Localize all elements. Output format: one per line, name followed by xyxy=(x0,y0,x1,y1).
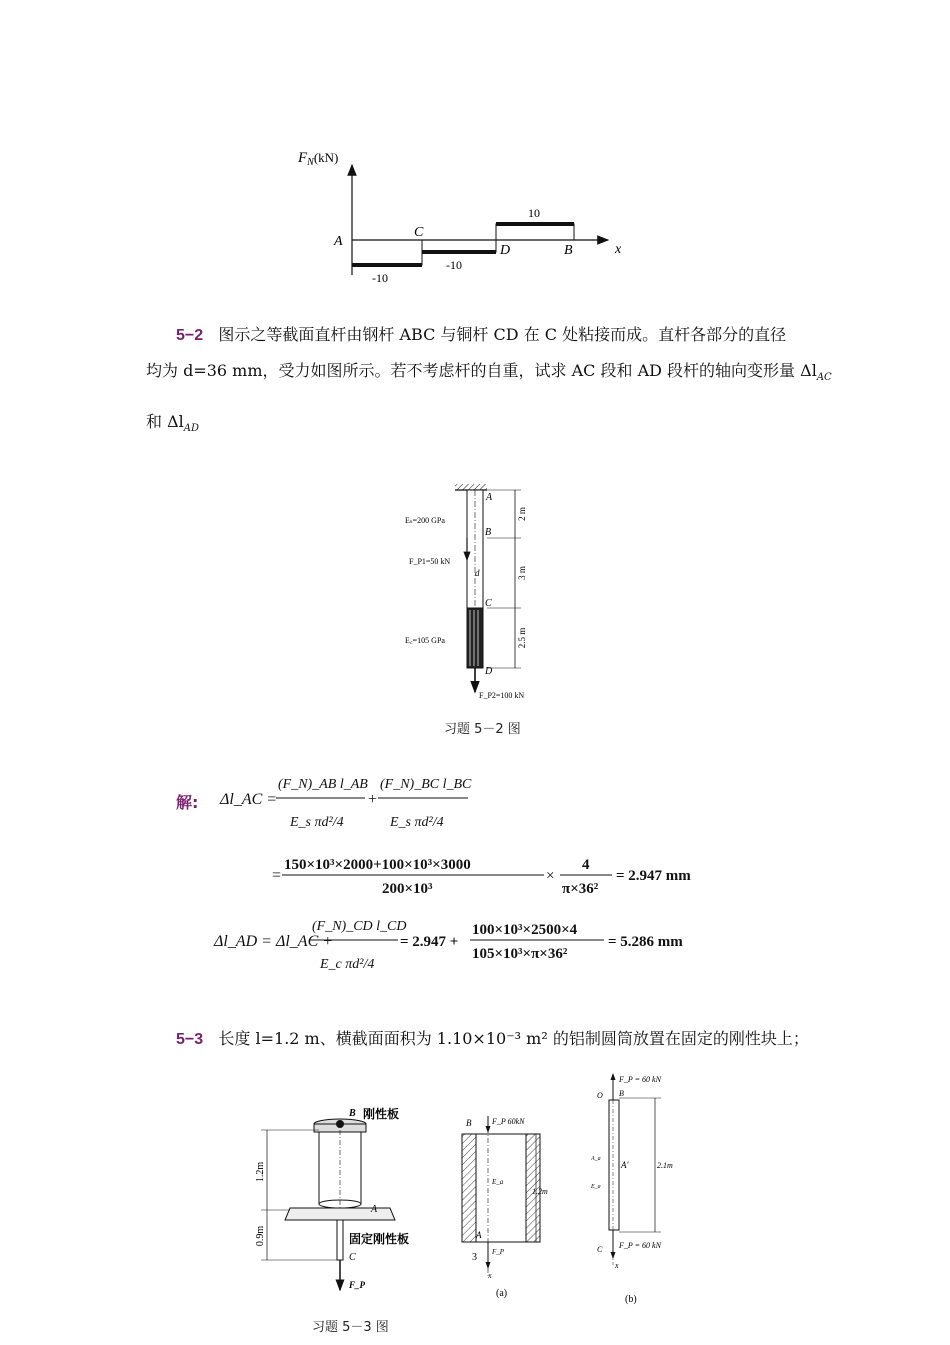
caption-b: (b) xyxy=(625,1294,637,1305)
label-a-prime: A' xyxy=(621,1160,629,1170)
eq1-plus: + xyxy=(368,791,378,808)
label-rigid-fixed: 固定刚性板 xyxy=(349,1232,410,1246)
label-b: B xyxy=(466,1118,472,1128)
label-es: Eₛ=200 GPa xyxy=(405,516,445,525)
eq1-lhs: Δl_AC = xyxy=(220,791,278,808)
solution-equations xyxy=(210,762,750,992)
label-x: x xyxy=(615,1261,619,1270)
label-fp-60: F_P 60kN xyxy=(492,1117,525,1126)
label-b: B xyxy=(485,527,492,538)
label-fp2: F_P2=100 kN xyxy=(479,691,525,700)
axial-force-diagram xyxy=(290,140,650,290)
point-d-label: D xyxy=(500,243,511,258)
eq1-den2: E_s πd²/4 xyxy=(390,815,444,830)
eq2-den: 200×10³ xyxy=(382,881,433,897)
label-fp-bot: F_P = 60 kN xyxy=(619,1241,661,1250)
label-fp-top: F_P = 60 kN xyxy=(619,1075,661,1084)
problem-5-3-line1 xyxy=(176,1028,809,1051)
problem-5-2-line1 xyxy=(176,324,786,347)
problem-5-2-sub-ac: AC xyxy=(816,372,832,384)
problem-5-2-number: 5−2 xyxy=(176,327,204,344)
label-o: O xyxy=(597,1091,603,1100)
eq1-term2-num: (F_N)_BC l_BC xyxy=(380,777,472,792)
problem-5-2-text3: 和 Δl xyxy=(146,412,184,431)
eq2-result: = 2.947 mm xyxy=(616,868,691,884)
eq3-result: = 5.286 mm xyxy=(608,934,683,950)
dim-2-5m: 2.5 m xyxy=(517,627,527,649)
problem-5-3-number: 5−3 xyxy=(176,1031,204,1048)
problem-5-2-text1: 图示之等截面直杆由钢杆 ABC 与铜杆 CD 在 C 处粘接而成。直杆各部分的直径 xyxy=(218,325,787,344)
eq1-term1-num: (F_N)_AB l_AB xyxy=(278,777,368,792)
solution-label: 解: xyxy=(176,793,199,812)
label-d: D xyxy=(485,666,493,677)
figure-5-3b xyxy=(585,1070,705,1310)
figure-5-3-caption: 习题 5－3 图 xyxy=(312,1320,389,1335)
label-c: C xyxy=(485,598,492,609)
value-label-db: 10 xyxy=(528,206,540,220)
label-b: B xyxy=(349,1108,356,1119)
figure-5-3a xyxy=(448,1108,568,1308)
dim-0-9m: 0.9m xyxy=(255,1225,266,1247)
label-fp1: F_P1=50 kN xyxy=(409,557,451,566)
eq2-factor-num: 4 xyxy=(582,857,590,873)
label-rigid-top: 刚性板 xyxy=(363,1107,400,1121)
value-label-ac: -10 xyxy=(372,271,388,285)
eq1-den1: E_s πd²/4 xyxy=(290,815,344,830)
label-a: A xyxy=(371,1204,378,1215)
label-ea: E_a xyxy=(492,1178,504,1186)
dim-2-1m: 2.1m xyxy=(657,1161,673,1170)
point-b-label: B xyxy=(564,243,573,258)
label-fp: F_P xyxy=(349,1280,366,1290)
point-c-label: C xyxy=(414,225,424,240)
label-a: A xyxy=(486,492,493,503)
eq2-eq: = xyxy=(272,867,282,884)
label-b: B xyxy=(619,1089,624,1098)
label-a: A xyxy=(476,1230,482,1240)
label-c: C xyxy=(349,1252,356,1263)
axis-y-label: $F_N(kN)$ xyxy=(298,150,339,168)
label-ea: E_a xyxy=(591,1184,601,1190)
figure-5-2 xyxy=(395,478,575,706)
problem-5-2-text2: 均为 d=36 mm，受力如图所示。若不考虑杆的自重，试求 AC 段和 AD 段杆的轴向变形量 Δl xyxy=(146,361,817,380)
label-c: C xyxy=(597,1245,603,1254)
figure-5-3-cylinder xyxy=(245,1100,435,1300)
eq3-lhs: Δl_AD = Δl_AC + xyxy=(214,933,334,950)
label-x: x xyxy=(488,1271,492,1280)
eq3-den: E_c πd²/4 xyxy=(320,957,375,972)
axis-x-label: x xyxy=(615,242,622,257)
dim-2m: 2 m xyxy=(517,507,527,521)
problem-5-2-line3 xyxy=(146,411,199,440)
dim-3m: 3 m xyxy=(517,566,527,580)
problem-5-2-line2 xyxy=(146,360,832,389)
eq3-num: (F_N)_CD l_CD xyxy=(312,919,407,934)
label-d-diameter: d xyxy=(475,568,480,578)
dim-1-2m: 1.2m xyxy=(532,1187,548,1196)
dim-1-2m: 1.2m xyxy=(255,1161,266,1183)
value-label-cd: -10 xyxy=(446,258,462,272)
eq2-num: 150×10³×2000+100×10³×3000 xyxy=(284,857,471,873)
problem-5-3-text: 长度 l=1.2 m、横截面面积为 1.10×10⁻³ m² 的铝制圆筒放置在固定的刚性块上； xyxy=(218,1029,809,1048)
eq2-factor-den: π×36² xyxy=(562,881,599,897)
label-aa: A_a xyxy=(591,1156,601,1162)
eq3-num2: 100×10³×2500×4 xyxy=(472,922,578,938)
eq3-mid: = 2.947 + xyxy=(400,934,459,950)
eq2-times: × xyxy=(546,868,555,884)
caption-a: (a) xyxy=(496,1288,508,1299)
point-a-label: A xyxy=(334,234,343,249)
label-fp: F_P xyxy=(492,1248,505,1256)
label-3: 3 xyxy=(472,1252,477,1263)
problem-5-2-sub-ad: AD xyxy=(183,423,200,435)
figure-5-2-caption: 习题 5－2 图 xyxy=(444,722,521,737)
label-ec: E꜀=105 GPa xyxy=(405,636,445,645)
eq3-den2: 105×10³×π×36² xyxy=(472,946,568,962)
